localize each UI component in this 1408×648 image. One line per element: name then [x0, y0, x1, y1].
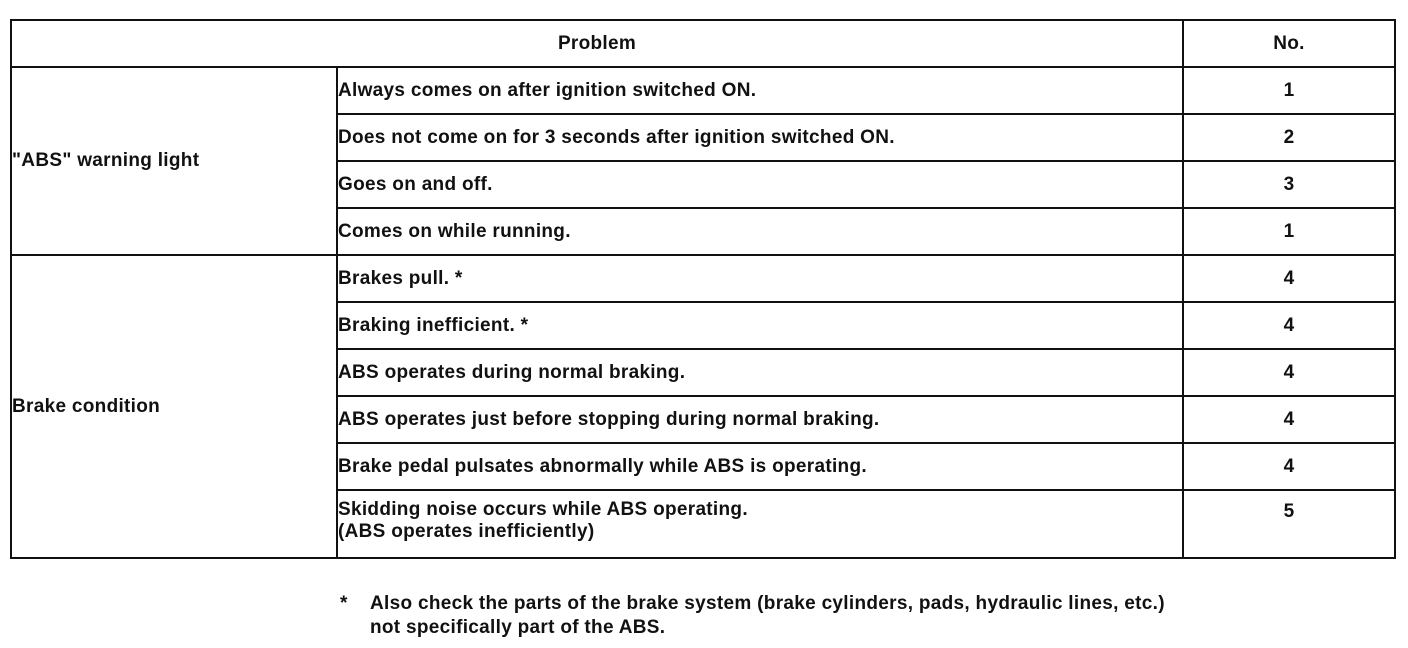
number-cell: 4 [1183, 302, 1395, 349]
group-label-abs-warning-light: "ABS" warning light [11, 67, 337, 255]
number-cell: 5 [1183, 490, 1395, 558]
problem-cell: Always comes on after ignition switched ON. [337, 67, 1183, 114]
footnote-line: Also check the parts of the brake system (brake cylinders, pads, hydraulic lines, etc.) [370, 593, 1165, 614]
table-row [11, 67, 1395, 114]
number-cell: 3 [1183, 161, 1395, 208]
number-cell: 1 [1183, 67, 1395, 114]
problem-cell: Goes on and off. [337, 161, 1183, 208]
problem-cell [337, 490, 1183, 558]
problem-cell: ABS operates during normal braking. [337, 349, 1183, 396]
problem-line: (ABS operates inefficiently) [338, 521, 595, 542]
number-cell: 4 [1183, 396, 1395, 443]
footnote-text [370, 592, 1380, 640]
number-cell: 4 [1183, 349, 1395, 396]
number-cell: 4 [1183, 255, 1395, 302]
number-cell: 4 [1183, 443, 1395, 490]
troubleshooting-table [10, 19, 1396, 559]
table-header-row [11, 20, 1395, 67]
problem-cell: ABS operates just before stopping during normal braking. [337, 396, 1183, 443]
problem-cell: Does not come on for 3 seconds after ignition switched ON. [337, 114, 1183, 161]
problem-cell: Brakes pull. * [337, 255, 1183, 302]
number-cell: 1 [1183, 208, 1395, 255]
table-row [11, 255, 1395, 302]
footnote [340, 592, 1380, 640]
group-label-brake-condition: Brake condition [11, 255, 337, 558]
problem-cell: Brake pedal pulsates abnormally while ABS is operating. [337, 443, 1183, 490]
number-cell: 2 [1183, 114, 1395, 161]
header-number: No. [1183, 20, 1395, 67]
header-problem: Problem [11, 20, 1183, 67]
problem-cell: Comes on while running. [337, 208, 1183, 255]
footnote-line: not specifically part of the ABS. [370, 617, 666, 638]
problem-cell: Braking inefficient. * [337, 302, 1183, 349]
footnote-mark: * [340, 593, 348, 614]
problem-line: Skidding noise occurs while ABS operating. [338, 499, 748, 520]
